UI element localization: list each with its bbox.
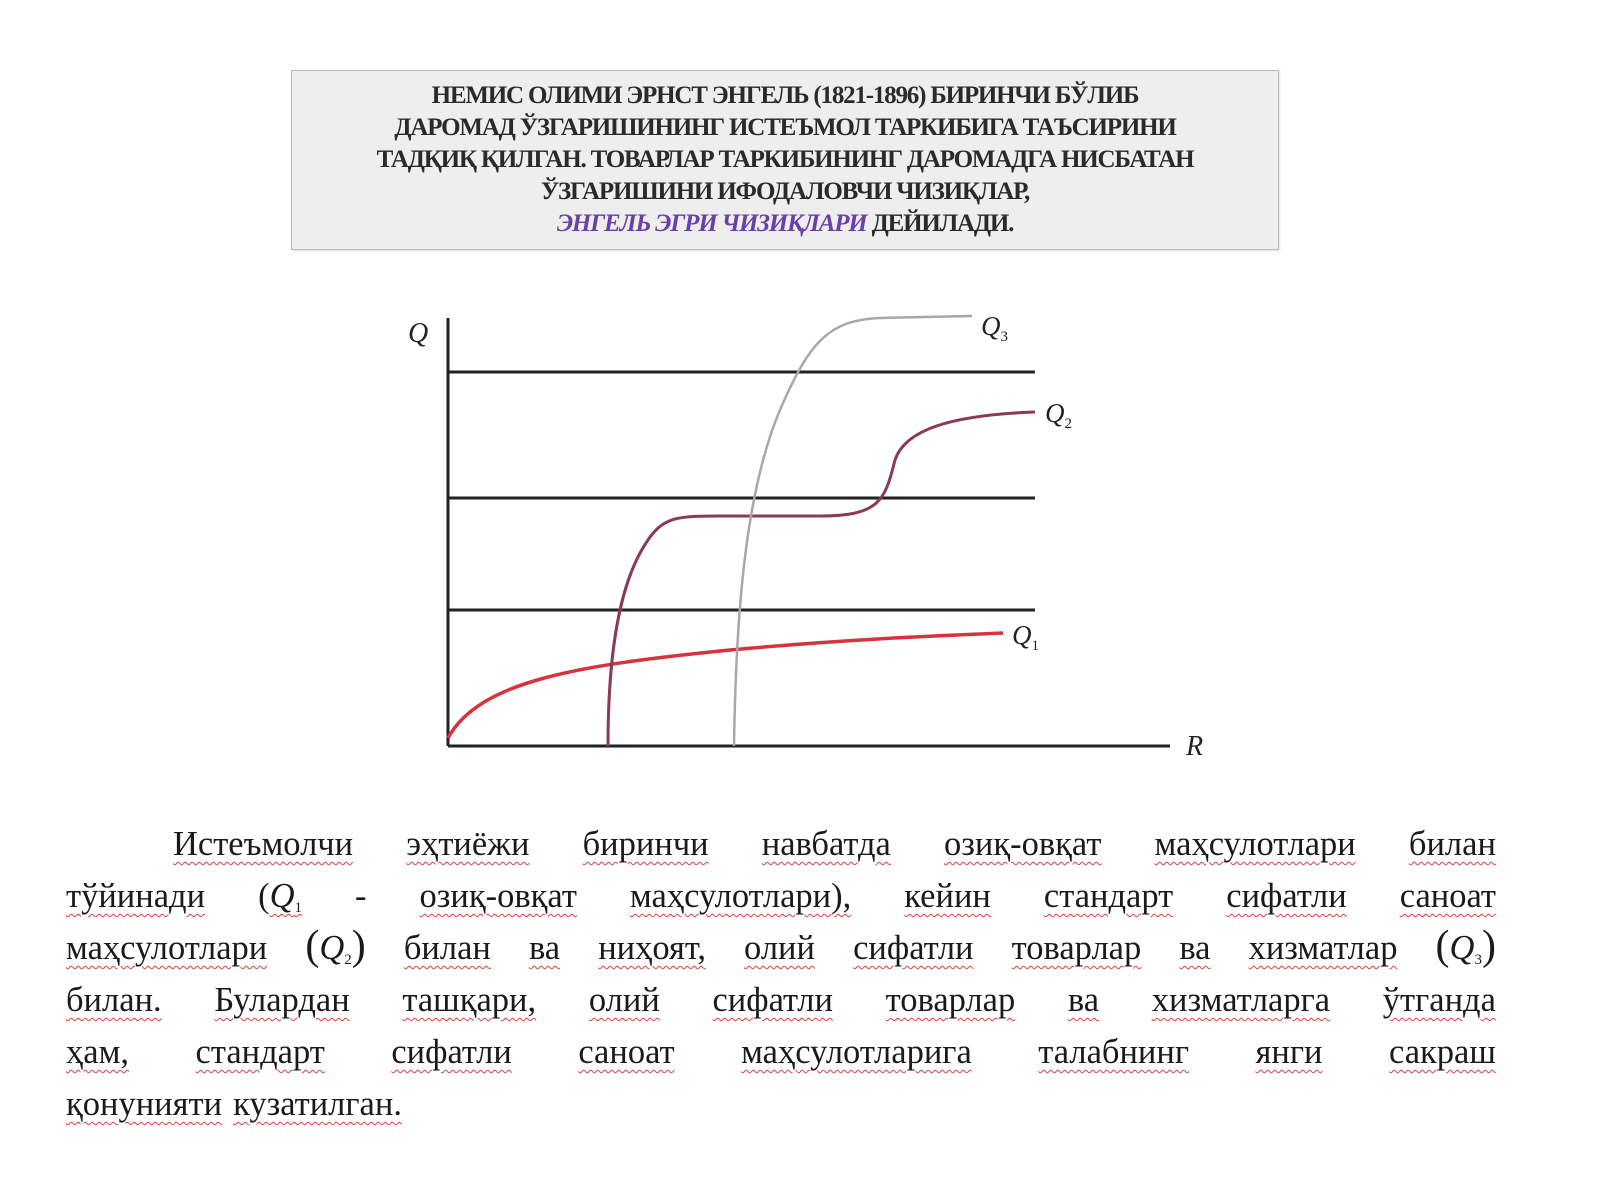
word: саноат (578, 1033, 675, 1071)
word: сифатли (712, 981, 833, 1019)
word: биринчи (582, 825, 709, 863)
word: Истеъмолчи (173, 825, 354, 863)
word: сифатли (1226, 877, 1347, 915)
paragraph-line-2 (66, 870, 1496, 922)
curve-q1 (448, 633, 1003, 738)
word: сакраш (1388, 1033, 1496, 1071)
word: Булардан (214, 981, 350, 1019)
word: саноат (1399, 877, 1496, 915)
y-axis-label: Q (408, 318, 429, 349)
word: товарлар (885, 981, 1016, 1019)
word: маҳсулотларига (741, 1033, 972, 1071)
word: сифатли (853, 929, 974, 967)
word: билан (1408, 825, 1496, 863)
q3-reference: $(Q_3)$ (1435, 923, 1496, 969)
curve-q3 (734, 316, 972, 746)
word: стандарт (195, 1033, 325, 1071)
word: маҳсулотлари (66, 929, 268, 967)
word: ҳам, (66, 1033, 130, 1071)
curve-q3-label: $Q_3$ (981, 311, 1008, 345)
q1-reference: ($Q_1$ (258, 877, 302, 916)
word: озиқ-овқат (944, 825, 1102, 863)
paragraph-line-5 (66, 1026, 1496, 1078)
curve-q1-label: $Q_1$ (1012, 620, 1039, 654)
word: кейин (904, 877, 991, 915)
word: ўтганда (1382, 981, 1496, 1019)
word: қонунияти (66, 1085, 223, 1123)
word: навбатда (761, 825, 891, 863)
word: кузатилган. (233, 1085, 402, 1123)
banner-line-4: ЎЗГАРИШИНИ ИФОДАЛОВЧИ ЧИЗИҚЛАР, (540, 178, 1030, 205)
word: маҳсулотлари (1154, 825, 1356, 863)
title-banner (291, 70, 1279, 250)
q2-reference: $(Q_2)$ (305, 923, 366, 969)
word: билан. (66, 981, 162, 1019)
curve-q2-label: $Q_2$ (1045, 398, 1072, 432)
paragraph-line-4 (66, 974, 1496, 1026)
word: сифатли (391, 1033, 512, 1071)
banner-term-suffix: ДЕЙИЛАДИ. (866, 210, 1014, 237)
curve-q2 (608, 412, 1035, 746)
banner-line-3: ТАДҚИҚ ҚИЛГАН. ТОВАРЛАР ТАРКИБИНИНГ ДАРОМАДГА НИСБАТАН (376, 146, 1194, 173)
word: олий (744, 929, 815, 967)
word: товарлар (1011, 929, 1142, 967)
banner-line-2: ДАРОМАД ЎЗГАРИШИНИНГ ИСТЕЪМОЛ ТАРКИБИГА ТАЪСИРИНИ (394, 114, 1176, 141)
paragraph-line-6 (66, 1078, 1496, 1130)
engel-curves-diagram (380, 290, 1240, 770)
x-axis-label: R (1186, 731, 1204, 762)
word: тўйинади (66, 877, 206, 915)
word: ниҳоят, (598, 929, 706, 967)
word: маҳсулотлари), (629, 877, 852, 915)
dash: - (355, 877, 367, 915)
word: янги (1255, 1033, 1323, 1071)
banner-line-5 (557, 208, 1013, 240)
word: эҳтиёжи (406, 825, 530, 863)
word: хизматларга (1151, 981, 1331, 1019)
word: ташқари, (402, 981, 537, 1019)
engel-curves-term: ЭНГЕЛЬ ЭГРИ ЧИЗИҚЛАРИ (556, 210, 867, 237)
word: хизматлар (1248, 929, 1398, 967)
word: билан (403, 929, 491, 967)
word: талабнинг (1038, 1033, 1190, 1071)
word: ва (1179, 929, 1211, 967)
banner-line-1: НЕМИС ОЛИМИ ЭРНСТ ЭНГЕЛЬ (1821-1896) БИРИНЧИ БЎЛИБ (431, 82, 1139, 109)
word: олий (588, 981, 660, 1019)
body-paragraph (66, 818, 1496, 1130)
word: стандарт (1043, 877, 1174, 915)
word: озиқ-овқат (419, 877, 577, 915)
paragraph-line-1 (66, 818, 1496, 870)
word: ва (1067, 981, 1100, 1019)
word: ва (528, 929, 561, 967)
